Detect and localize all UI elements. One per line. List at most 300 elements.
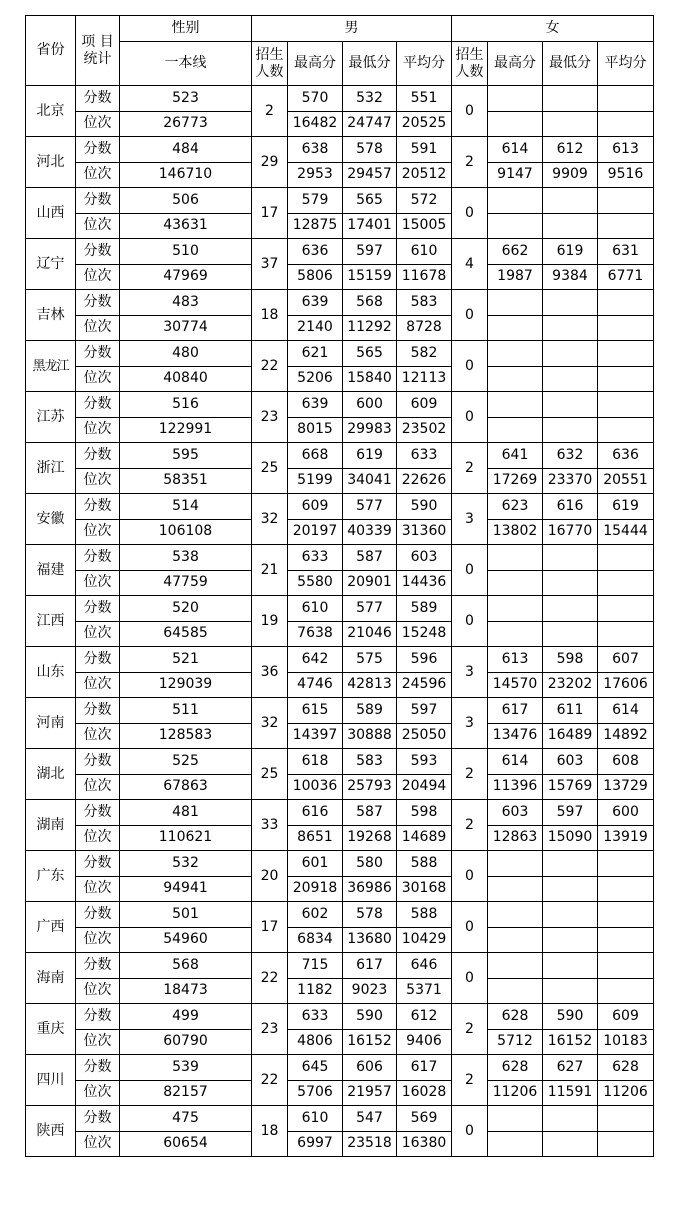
male-max-score: 616 [288,800,343,826]
female-min-score: 612 [543,137,598,163]
female-max-rank: 17269 [488,468,543,494]
female-min-score: 603 [543,749,598,775]
male-max-rank: 1182 [288,978,343,1004]
male-min-score: 589 [343,698,397,724]
item-stat-header [76,16,120,86]
female-max-score [488,188,543,214]
male-avg-score: 572 [397,188,452,214]
baseline-score: 532 [120,851,252,877]
province-cell: 福建 [26,545,76,596]
male-enroll-count: 37 [252,239,288,290]
table-row-rank [26,570,654,596]
female-min-rank [543,621,598,647]
male-enroll-count: 29 [252,137,288,188]
female-max-rank [488,213,543,239]
female-min-score [543,953,598,979]
female-max-score [488,341,543,367]
female-min-rank: 23202 [543,672,598,698]
score-label: 分数 [76,1106,120,1132]
table-row-rank [26,264,654,290]
male-max-rank: 14397 [288,723,343,749]
male-max-score: 601 [288,851,343,877]
male-min-rank: 36986 [343,876,397,902]
female-min-rank [543,927,598,953]
table-row-score [26,1055,654,1081]
male-min-rank: 29983 [343,417,397,443]
rank-label: 位次 [76,162,120,188]
male-avg-score: 589 [397,596,452,622]
male-max-rank: 8651 [288,825,343,851]
male-min-rank: 13680 [343,927,397,953]
rank-label: 位次 [76,876,120,902]
female-min-score [543,902,598,928]
male-min-score: 580 [343,851,397,877]
female-max-header: 最高分 [488,42,543,86]
male-max-score: 621 [288,341,343,367]
rank-label: 位次 [76,366,120,392]
female-max-rank: 9147 [488,162,543,188]
baseline-rank: 40840 [120,366,252,392]
female-min-rank [543,417,598,443]
table-row-score [26,953,654,979]
male-avg-rank: 11678 [397,264,452,290]
score-label: 分数 [76,1055,120,1081]
female-enroll-header [452,42,488,86]
male-max-score: 638 [288,137,343,163]
male-avg-score: 591 [397,137,452,163]
female-max-rank [488,927,543,953]
female-avg-score: 614 [598,698,654,724]
baseline-rank: 82157 [120,1080,252,1106]
male-min-header: 最低分 [343,42,397,86]
male-min-rank: 40339 [343,519,397,545]
table-row-score [26,392,654,418]
province-cell: 吉林 [26,290,76,341]
male-enroll-header [252,42,288,86]
male-max-rank: 8015 [288,417,343,443]
male-enroll-count: 20 [252,851,288,902]
male-avg-score: 593 [397,749,452,775]
female-avg-rank [598,315,654,341]
baseline-rank: 129039 [120,672,252,698]
male-min-score: 532 [343,86,397,112]
female-max-rank [488,876,543,902]
baseline-score: 484 [120,137,252,163]
female-min-rank: 16489 [543,723,598,749]
province-cell: 广东 [26,851,76,902]
male-max-score: 642 [288,647,343,673]
female-max-rank [488,570,543,596]
male-max-rank: 20197 [288,519,343,545]
female-max-score: 628 [488,1055,543,1081]
table-row-rank [26,519,654,545]
table-row-rank [26,927,654,953]
male-max-rank: 4746 [288,672,343,698]
rank-label: 位次 [76,213,120,239]
female-avg-score: 609 [598,1004,654,1030]
baseline-rank: 110621 [120,825,252,851]
table-row-score [26,749,654,775]
female-enroll-count: 0 [452,290,488,341]
female-max-score: 623 [488,494,543,520]
female-enroll-count: 2 [452,800,488,851]
baseline-score: 568 [120,953,252,979]
table-row-score [26,647,654,673]
province-cell: 湖北 [26,749,76,800]
female-max-rank: 14570 [488,672,543,698]
female-avg-score [598,392,654,418]
male-avg-rank: 9406 [397,1029,452,1055]
female-avg-rank [598,417,654,443]
male-avg-rank: 22626 [397,468,452,494]
male-max-rank: 5580 [288,570,343,596]
male-max-score: 610 [288,596,343,622]
male-enroll-count: 36 [252,647,288,698]
score-label: 分数 [76,902,120,928]
female-min-score [543,290,598,316]
male-avg-score: 603 [397,545,452,571]
baseline-rank: 30774 [120,315,252,341]
male-max-score: 639 [288,290,343,316]
male-enroll-count: 17 [252,902,288,953]
baseline-score: 499 [120,1004,252,1030]
male-max-score: 636 [288,239,343,265]
male-avg-score: 588 [397,902,452,928]
female-max-score: 628 [488,1004,543,1030]
table-row-rank [26,468,654,494]
baseline-rank: 47969 [120,264,252,290]
male-min-score: 547 [343,1106,397,1132]
male-max-rank: 5706 [288,1080,343,1106]
male-min-score: 600 [343,392,397,418]
score-label: 分数 [76,443,120,469]
table-row-rank [26,213,654,239]
table-row-score [26,1004,654,1030]
female-enroll-count: 0 [452,86,488,137]
male-max-rank: 6997 [288,1131,343,1157]
score-label: 分数 [76,596,120,622]
province-cell: 广西 [26,902,76,953]
province-cell: 浙江 [26,443,76,494]
table-row-rank [26,774,654,800]
male-min-rank: 11292 [343,315,397,341]
gender-header: 性别 [120,16,252,42]
female-min-score: 611 [543,698,598,724]
score-label: 分数 [76,1004,120,1030]
female-avg-score: 608 [598,749,654,775]
female-enroll-count: 3 [452,698,488,749]
female-min-score [543,851,598,877]
female-avg-score: 613 [598,137,654,163]
score-label: 分数 [76,392,120,418]
female-avg-score: 636 [598,443,654,469]
score-label: 分数 [76,137,120,163]
score-label: 分数 [76,494,120,520]
rank-label: 位次 [76,774,120,800]
male-enroll-count: 22 [252,953,288,1004]
male-max-rank: 20918 [288,876,343,902]
female-max-score: 614 [488,749,543,775]
female-max-rank: 1987 [488,264,543,290]
male-min-score: 578 [343,137,397,163]
female-max-rank [488,621,543,647]
table-row-rank [26,417,654,443]
province-cell: 安徽 [26,494,76,545]
female-min-score: 619 [543,239,598,265]
rank-label: 位次 [76,315,120,341]
male-avg-rank: 14436 [397,570,452,596]
header-row-1 [26,16,654,42]
table-row-score [26,137,654,163]
baseline-score: 481 [120,800,252,826]
female-avg-rank [598,876,654,902]
female-avg-score [598,953,654,979]
province-cell: 山东 [26,647,76,698]
female-min-score [543,188,598,214]
rank-label: 位次 [76,825,120,851]
male-min-score: 565 [343,341,397,367]
female-avg-rank: 13919 [598,825,654,851]
male-min-rank: 29457 [343,162,397,188]
male-max-score: 633 [288,1004,343,1030]
male-enroll-count: 33 [252,800,288,851]
male-avg-rank: 20512 [397,162,452,188]
female-max-score: 662 [488,239,543,265]
female-max-score: 641 [488,443,543,469]
female-enroll-count: 3 [452,647,488,698]
female-avg-rank: 10183 [598,1029,654,1055]
baseline-score: 516 [120,392,252,418]
male-max-score: 715 [288,953,343,979]
female-min-rank [543,876,598,902]
male-min-score: 575 [343,647,397,673]
baseline-score: 525 [120,749,252,775]
table-row-score [26,86,654,112]
baseline-rank: 43631 [120,213,252,239]
female-enroll-count: 2 [452,137,488,188]
female-min-rank: 11591 [543,1080,598,1106]
male-enroll-count: 18 [252,290,288,341]
female-enroll-count: 0 [452,341,488,392]
female-min-score [543,341,598,367]
baseline-score: 595 [120,443,252,469]
male-avg-score: 551 [397,86,452,112]
female-enroll-count: 0 [452,902,488,953]
baseline-score: 521 [120,647,252,673]
score-label: 分数 [76,749,120,775]
male-avg-rank: 10429 [397,927,452,953]
province-cell: 江西 [26,596,76,647]
province-cell: 湖南 [26,800,76,851]
table-row-rank [26,315,654,341]
female-avg-score [598,188,654,214]
female-avg-rank: 17606 [598,672,654,698]
table-row-rank [26,162,654,188]
male-max-score: 602 [288,902,343,928]
baseline-score: 501 [120,902,252,928]
male-min-score: 587 [343,545,397,571]
female-max-score [488,596,543,622]
female-avg-rank: 11206 [598,1080,654,1106]
male-avg-rank: 25050 [397,723,452,749]
male-min-rank: 19268 [343,825,397,851]
score-label: 分数 [76,851,120,877]
female-max-score [488,290,543,316]
province-cell: 四川 [26,1055,76,1106]
male-min-rank: 25793 [343,774,397,800]
baseline-score: 483 [120,290,252,316]
female-min-rank: 9909 [543,162,598,188]
baseline-rank: 64585 [120,621,252,647]
rank-label: 位次 [76,264,120,290]
female-avg-score [598,290,654,316]
male-avg-rank: 30168 [397,876,452,902]
table-row-score [26,851,654,877]
female-min-score: 598 [543,647,598,673]
male-min-score: 583 [343,749,397,775]
male-min-rank: 15159 [343,264,397,290]
male-avg-score: 610 [397,239,452,265]
female-avg-rank: 14892 [598,723,654,749]
male-avg-rank: 8728 [397,315,452,341]
female-max-rank: 11206 [488,1080,543,1106]
female-max-score: 614 [488,137,543,163]
table-row-rank [26,672,654,698]
male-max-rank: 12875 [288,213,343,239]
female-min-rank: 15769 [543,774,598,800]
female-min-score [543,545,598,571]
female-max-score [488,953,543,979]
male-max-score: 618 [288,749,343,775]
female-min-rank: 9384 [543,264,598,290]
baseline-rank: 128583 [120,723,252,749]
female-enroll-count: 0 [452,545,488,596]
table-row-rank [26,111,654,137]
table-row-rank [26,876,654,902]
male-enroll-count: 25 [252,749,288,800]
baseline-score: 475 [120,1106,252,1132]
female-min-rank [543,978,598,1004]
male-min-score: 577 [343,494,397,520]
table-row-score [26,1106,654,1132]
male-avg-score: 590 [397,494,452,520]
male-max-score: 579 [288,188,343,214]
male-avg-score: 609 [397,392,452,418]
score-label: 分数 [76,545,120,571]
baseline-rank: 54960 [120,927,252,953]
female-max-rank: 11396 [488,774,543,800]
female-avg-rank [598,111,654,137]
female-avg-rank: 9516 [598,162,654,188]
female-max-score: 617 [488,698,543,724]
baseline-rank: 26773 [120,111,252,137]
baseline-rank: 60790 [120,1029,252,1055]
female-min-score: 616 [543,494,598,520]
male-max-rank: 4806 [288,1029,343,1055]
female-max-rank [488,417,543,443]
score-label: 分数 [76,290,120,316]
score-label: 分数 [76,647,120,673]
male-max-rank: 5206 [288,366,343,392]
female-min-rank [543,1131,598,1157]
female-min-score [543,392,598,418]
female-avg-score [598,545,654,571]
female-max-score [488,545,543,571]
male-min-rank: 9023 [343,978,397,1004]
male-max-rank: 7638 [288,621,343,647]
male-min-score: 590 [343,1004,397,1030]
female-header: 女 [452,16,654,42]
male-avg-rank: 31360 [397,519,452,545]
province-cell: 山西 [26,188,76,239]
female-enroll-count: 2 [452,443,488,494]
score-label: 分数 [76,953,120,979]
rank-label: 位次 [76,723,120,749]
table-row-rank [26,1080,654,1106]
male-min-score: 619 [343,443,397,469]
female-avg-rank [598,1131,654,1157]
male-min-rank: 34041 [343,468,397,494]
male-avg-rank: 20525 [397,111,452,137]
female-max-score [488,86,543,112]
male-avg-score: 646 [397,953,452,979]
baseline-score: 538 [120,545,252,571]
female-min-score [543,596,598,622]
score-label: 分数 [76,86,120,112]
rank-label: 位次 [76,978,120,1004]
female-min-rank [543,570,598,596]
table-row-score [26,800,654,826]
male-min-score: 597 [343,239,397,265]
male-max-score: 639 [288,392,343,418]
baseline-score: 523 [120,86,252,112]
table-row-rank [26,825,654,851]
female-enroll-count: 2 [452,1055,488,1106]
table-row-score [26,443,654,469]
male-avg-rank: 24596 [397,672,452,698]
table-row-rank [26,723,654,749]
province-header: 省份 [26,16,76,86]
female-max-score [488,902,543,928]
province-cell: 黑龙江 [26,341,76,392]
female-avg-rank [598,621,654,647]
female-max-rank: 12863 [488,825,543,851]
male-enroll-count: 23 [252,1004,288,1055]
table-row-rank [26,1029,654,1055]
table-row-score [26,698,654,724]
male-enroll-count: 17 [252,188,288,239]
province-cell: 河北 [26,137,76,188]
female-min-rank: 16152 [543,1029,598,1055]
female-min-rank [543,366,598,392]
rank-label: 位次 [76,1131,120,1157]
male-avg-rank: 5371 [397,978,452,1004]
female-enroll-count: 2 [452,749,488,800]
female-max-score: 603 [488,800,543,826]
rank-label: 位次 [76,621,120,647]
male-avg-rank: 15248 [397,621,452,647]
score-label: 分数 [76,341,120,367]
male-enroll-count: 22 [252,341,288,392]
male-avg-score: 612 [397,1004,452,1030]
table-row-score [26,545,654,571]
male-avg-score: 617 [397,1055,452,1081]
female-min-header: 最低分 [543,42,598,86]
female-enroll-count: 0 [452,851,488,902]
female-enroll-label: 招生人数 [455,46,484,80]
female-enroll-count: 0 [452,392,488,443]
male-min-rank: 30888 [343,723,397,749]
